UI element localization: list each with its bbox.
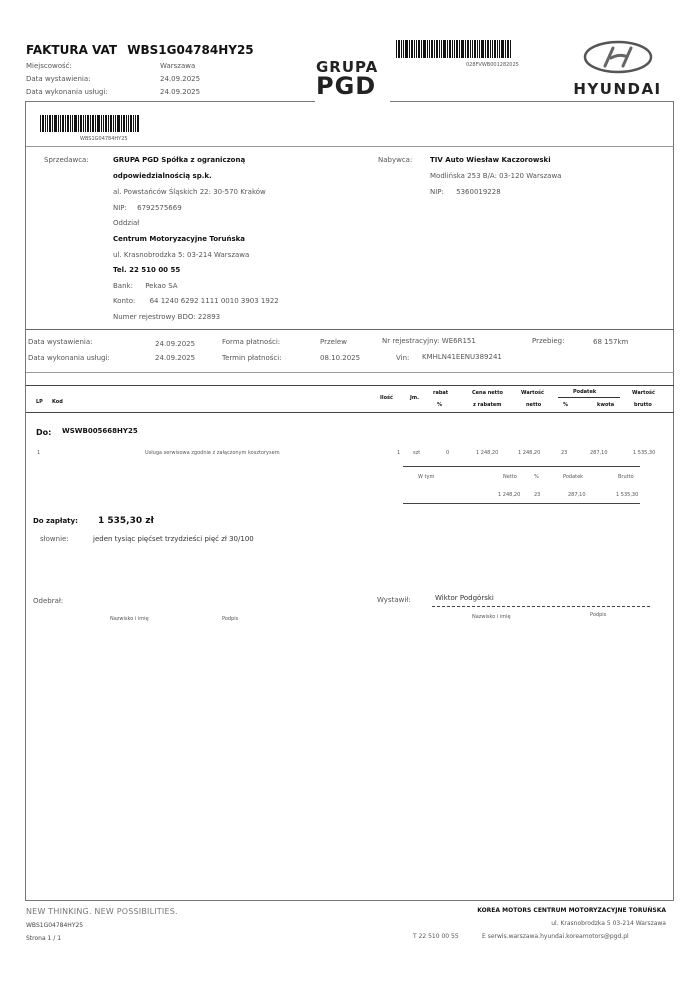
received-sign-caption: Podpis [222,616,239,622]
summary-tax-header: Podatek [563,474,584,480]
details-issue-date-label: Data wystawienia: [28,338,93,346]
barcode-right-text: 028FVWB001282025 [466,62,519,68]
issued-name: Wiktor Podgórski [435,594,494,602]
footer-email: E serwis.warszawa.hyundai.koreamotors@pgd.pl [482,933,629,940]
row-name: Usługa serwisowa zgodnie z załączonym kosztorysem [145,450,280,456]
col-lp: LP [36,399,43,405]
seller-account [113,297,279,305]
registration-value: WE6R151 [441,337,476,345]
summary-gross-header: Brutto [618,474,634,480]
seller-name-line2: odpowiedzialnością sp.k. [113,172,212,180]
summary-net: 1 248,20 [498,492,521,498]
col-wartosc-brutto-2: brutto [634,402,652,408]
col-ilosc: Ilość [380,395,393,401]
row-vat-amount: 287,10 [590,450,608,456]
barcode-left-text: WBS1G04784HY25 [80,136,128,142]
row-discount: 0 [446,450,450,456]
col-rabat-pct: % [437,402,443,408]
issued-label: Wystawił: [377,596,411,604]
order-label: Do: [36,428,52,437]
footer-page: Strona 1 / 1 [26,935,62,942]
branch-name: Centrum Motoryzacyjne Toruńska [113,235,246,243]
buyer-name: TIV Auto Wiesław Kaczorowski [430,156,551,164]
doc-type: FAKTURA VAT [26,43,118,57]
doc-number: WBS1G04784HY25 [127,43,254,57]
vin-label: Vin: [396,354,410,362]
logo-pgd-line1: GRUPA [316,58,379,76]
issue-date-value: 24.09.2025 [160,75,201,83]
summary-gross: 1 535,30 [616,492,639,498]
service-date-value: 24.09.2025 [160,88,201,96]
issued-name-caption: Nazwisko i imię [472,614,511,620]
col-jm: Jm. [410,395,419,401]
col-rabat: rabat [433,390,449,396]
account-value: 64 1240 6292 1111 0010 3903 1922 [149,297,279,305]
col-cena-rabat: z rabatem [473,402,502,408]
footer-company: KOREA MOTORS CENTRUM MOTORYZACYJNE TORUŃSKA [477,907,666,914]
details-service-date-label: Data wykonania usługi: [28,354,110,362]
buyer-label: Nabywca: [378,156,413,164]
summary-tax: 287,10 [568,492,586,498]
row-lp: 1 [37,450,41,456]
branch-address: ul. Krasnobrodzka 5: 03-214 Warszawa [113,251,250,259]
registration-label: Nr rejestracyjny: [382,337,440,345]
hyundai-logo [570,40,665,98]
grupa-pgd-logo [316,58,396,100]
buyer-nip-value: 5360019228 [456,188,501,196]
col-wartosc-netto: Wartość [521,390,544,396]
total-words-label: słownie: [40,535,69,543]
details-issue-date-value: 24.09.2025 [155,340,196,348]
col-cena-netto: Cena netto [472,390,503,396]
seller-label: Sprzedawca: [44,156,89,164]
mileage-value: 68 157km [593,338,629,346]
registration [382,337,476,345]
row-gross-value: 1 535,30 [633,450,656,456]
order-number: WSWB005668HY25 [62,427,138,435]
seller-bdo: Numer rejestrowy BDO: 22893 [113,313,221,321]
seller-nip [113,204,182,212]
payment-form-value: Przelew [320,338,347,346]
total-amount: 1 535,30 zł [98,516,154,526]
total-words-value: jeden tysiąc pięćset trzydzieści pięć zł 30/100 [93,535,254,543]
seller-name-line1: GRUPA PGD Spółka z ograniczoną [113,156,246,164]
row-unit: szt [413,450,421,456]
col-podatek-kwota: kwota [597,402,615,408]
issue-date-label: Data wystawienia: [26,75,91,83]
summary-pct-header: % [534,474,539,480]
received-label: Odebrał: [33,597,64,605]
seller-nip-value: 6792575669 [137,204,182,212]
place-label: Miejscowość: [26,62,72,70]
seller-nip-label: NIP: [113,204,127,212]
col-kod: Kod [52,399,63,405]
place-value: Warszawa [160,62,196,70]
total-label: Do zapłaty: [33,517,78,525]
summary-label: W tym [418,474,435,480]
logo-pgd-line2: PGD [316,72,377,100]
row-qty: 1 [397,450,401,456]
footer-doc-number: WBS1G04784HY25 [26,922,84,929]
seller-address: al. Powstańców Śląskich 22: 30-570 Kraków [113,188,266,196]
branch-phone: Tel. 22 510 00 55 [113,266,181,274]
seller-bank [113,282,178,290]
col-wartosc-netto-2: netto [526,402,542,408]
row-unit-price: 1 248,20 [476,450,499,456]
payment-due-label: Termin płatności: [222,354,282,362]
footer-phone: T 22 510 00 55 [413,933,459,940]
buyer-nip-label: NIP: [430,188,444,196]
footer-address: ul. Krasnobrodzka 5 03-214 Warszawa [551,920,666,927]
signature-line [432,606,650,607]
col-wartosc-brutto: Wartość [632,390,655,396]
service-date-label: Data wykonania usługi: [26,88,108,96]
col-podatek-pct: % [563,402,569,408]
account-label: Konto: [113,297,136,305]
document-title [26,43,254,57]
payment-due-value: 08.10.2025 [320,354,361,362]
summary-net-header: Netto [503,474,517,480]
hyundai-emblem-icon [583,40,653,74]
bank-label: Bank: [113,282,133,290]
buyer-nip [430,188,501,196]
received-name-caption: Nazwisko i imię [110,616,149,622]
vin-value: KMHLN41EENU389241 [422,353,502,361]
barcode-left [40,115,140,132]
barcode-right [396,40,512,58]
mileage-label: Przebieg: [532,337,565,345]
hyundai-wordmark: HYUNDAI [573,80,662,98]
row-vat-pct: 23 [561,450,568,456]
payment-form-label: Forma płatności: [222,338,281,346]
branch-label: Oddział [113,219,140,227]
summary-pct: 23 [534,492,541,498]
bank-value: Pekao SA [145,282,178,290]
footer-slogan: NEW THINKING. NEW POSSIBILITIES. [26,907,178,916]
details-service-date-value: 24.09.2025 [155,354,196,362]
buyer-address: Modlińska 253 B/A: 03-120 Warszawa [430,172,562,180]
col-podatek: Podatek [573,389,597,395]
issued-sign-caption: Podpis [590,612,607,618]
row-net-value: 1 248,20 [518,450,541,456]
